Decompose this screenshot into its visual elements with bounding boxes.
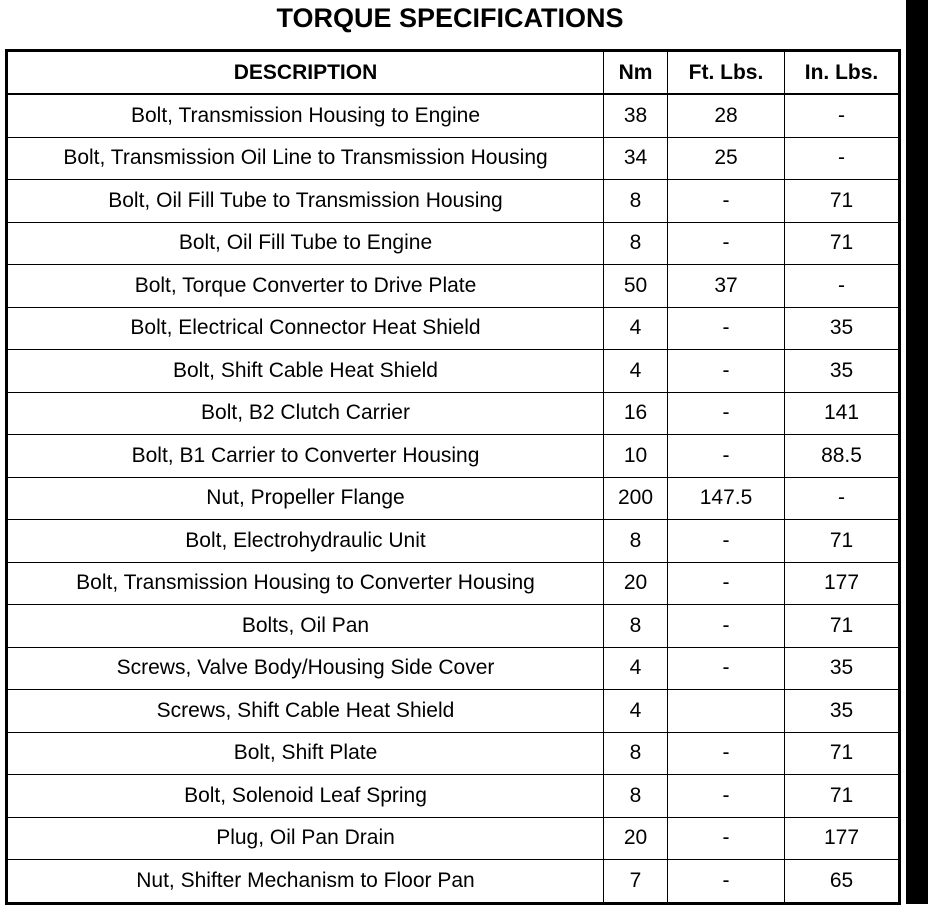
cell-ft-lbs: - [668,860,785,904]
table-row [7,265,900,308]
cell-in-lbs: 35 [785,647,900,690]
cell-ft-lbs: - [668,222,785,265]
table-row [7,477,900,520]
cell-ft-lbs: 147.5 [668,477,785,520]
cell-in-lbs: 177 [785,562,900,605]
cell-nm: 4 [604,647,668,690]
table-row [7,350,900,393]
cell-nm: 38 [604,94,668,137]
cell-in-lbs: 65 [785,860,900,904]
cell-in-lbs: 71 [785,605,900,648]
cell-nm: 16 [604,392,668,435]
cell-description: Bolt, Shift Plate [7,732,604,775]
cell-ft-lbs: - [668,307,785,350]
cell-nm: 34 [604,137,668,180]
page-edge-bar [906,0,928,904]
table-row [7,222,900,265]
cell-description: Bolt, Solenoid Leaf Spring [7,775,604,818]
cell-in-lbs: 71 [785,222,900,265]
cell-nm: 8 [604,180,668,223]
cell-ft-lbs: 37 [668,265,785,308]
cell-nm: 8 [604,775,668,818]
cell-ft-lbs: - [668,435,785,478]
table-row [7,817,900,860]
cell-ft-lbs: - [668,647,785,690]
cell-nm: 8 [604,222,668,265]
cell-description: Bolt, B2 Clutch Carrier [7,392,604,435]
table-row [7,605,900,648]
cell-nm: 7 [604,860,668,904]
cell-ft-lbs: - [668,350,785,393]
cell-description: Bolts, Oil Pan [7,605,604,648]
cell-nm: 8 [604,732,668,775]
cell-description: Nut, Shifter Mechanism to Floor Pan [7,860,604,904]
cell-in-lbs: 71 [785,732,900,775]
table-body [7,94,900,903]
cell-nm: 20 [604,562,668,605]
table-row [7,860,900,904]
cell-in-lbs: - [785,265,900,308]
column-header-in-lbs: In. Lbs. [785,51,900,95]
cell-ft-lbs: - [668,775,785,818]
table-row [7,137,900,180]
cell-nm: 8 [604,520,668,563]
cell-in-lbs: - [785,94,900,137]
cell-in-lbs: 71 [785,775,900,818]
page-title: TORQUE SPECIFICATIONS [276,3,624,33]
cell-description: Bolt, Oil Fill Tube to Transmission Housing [7,180,604,223]
cell-description: Bolt, Electrical Connector Heat Shield [7,307,604,350]
cell-in-lbs: 35 [785,307,900,350]
cell-ft-lbs: - [668,520,785,563]
cell-description: Nut, Propeller Flange [7,477,604,520]
cell-description: Bolt, Torque Converter to Drive Plate [7,265,604,308]
cell-ft-lbs: - [668,392,785,435]
cell-ft-lbs: - [668,605,785,648]
cell-in-lbs: 35 [785,690,900,733]
table-row [7,732,900,775]
cell-in-lbs: 177 [785,817,900,860]
column-header-ft-lbs: Ft. Lbs. [668,51,785,95]
cell-nm: 8 [604,605,668,648]
cell-in-lbs: - [785,477,900,520]
cell-ft-lbs: 28 [668,94,785,137]
cell-ft-lbs [668,690,785,733]
cell-ft-lbs: - [668,817,785,860]
table-row [7,562,900,605]
cell-nm: 4 [604,690,668,733]
table-row [7,775,900,818]
cell-in-lbs: 35 [785,350,900,393]
cell-ft-lbs: 25 [668,137,785,180]
cell-in-lbs: - [785,137,900,180]
cell-in-lbs: 71 [785,520,900,563]
cell-in-lbs: 71 [785,180,900,223]
cell-in-lbs: 141 [785,392,900,435]
column-header-nm: Nm [604,51,668,95]
table-row [7,435,900,478]
column-header-description: DESCRIPTION [7,51,604,95]
cell-description: Bolt, Oil Fill Tube to Engine [7,222,604,265]
cell-nm: 50 [604,265,668,308]
cell-description: Screws, Valve Body/Housing Side Cover [7,647,604,690]
table-row [7,520,900,563]
cell-description: Bolt, Transmission Housing to Engine [7,94,604,137]
table-row [7,392,900,435]
cell-nm: 10 [604,435,668,478]
cell-description: Bolt, Transmission Oil Line to Transmission Housing [7,137,604,180]
torque-spec-table [5,49,901,905]
table-row [7,180,900,223]
cell-nm: 4 [604,350,668,393]
table-row [7,307,900,350]
header-row [7,51,900,95]
cell-nm: 4 [604,307,668,350]
cell-nm: 200 [604,477,668,520]
cell-ft-lbs: - [668,562,785,605]
cell-ft-lbs: - [668,180,785,223]
cell-description: Bolt, Electrohydraulic Unit [7,520,604,563]
cell-description: Bolt, B1 Carrier to Converter Housing [7,435,604,478]
cell-ft-lbs: - [668,732,785,775]
cell-description: Screws, Shift Cable Heat Shield [7,690,604,733]
cell-description: Bolt, Shift Cable Heat Shield [7,350,604,393]
cell-description: Bolt, Transmission Housing to Converter Housing [7,562,604,605]
table-row [7,690,900,733]
cell-description: Plug, Oil Pan Drain [7,817,604,860]
cell-in-lbs: 88.5 [785,435,900,478]
table-row [7,647,900,690]
table-row [7,94,900,137]
cell-nm: 20 [604,817,668,860]
